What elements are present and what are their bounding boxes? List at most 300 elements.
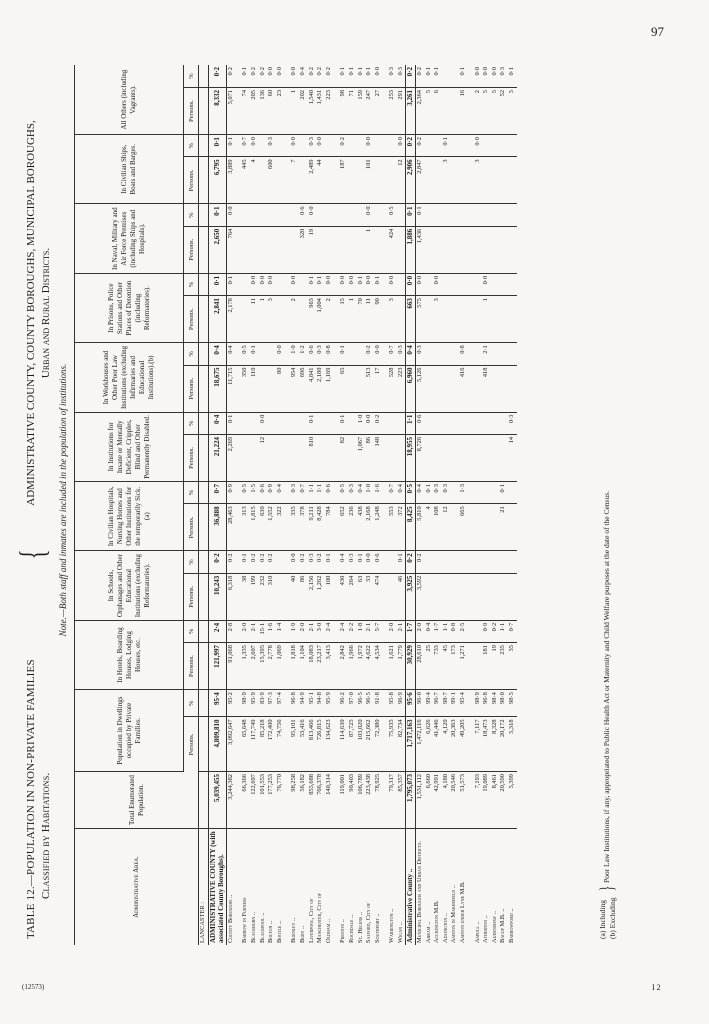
area-name: Salford, City of: [365, 902, 373, 943]
table-row: [397, 65, 406, 945]
table-cell: 1·5: [250, 482, 259, 504]
table-cell: 2·1: [250, 620, 259, 642]
table-cell: [241, 434, 250, 481]
table-cell: [482, 551, 491, 573]
table-cell: [199, 690, 209, 717]
table-cell: 0·4: [397, 482, 406, 504]
table-cell: 1·9: [290, 620, 299, 642]
table-cell: 0·3: [290, 482, 299, 504]
table-cell: 96·7: [433, 690, 442, 717]
table-cell: 136: [259, 87, 268, 134]
title-line-1: TABLE 12.—POPULATION IN NON-PRIVATE FAMILIES: [25, 659, 37, 939]
table-cell: [199, 482, 209, 504]
table-cell: 766,378: [316, 772, 325, 829]
table-cell: 27: [374, 87, 383, 134]
table-cell: 4,809,810: [208, 717, 226, 772]
footnotes: [597, 490, 618, 939]
table-cell: 5,399: [508, 772, 517, 829]
table-cell: 18,675: [208, 365, 226, 412]
table-row: [388, 65, 397, 945]
table-cell: [259, 365, 268, 412]
table-cell: [276, 135, 285, 157]
table-cell: [199, 412, 209, 434]
table-cell: 148: [374, 434, 383, 481]
note: Note.—Both staff and inmates are included in the population of institutions.: [58, 363, 68, 637]
table-cell: 110: [250, 365, 259, 412]
table-cell: 98,258: [290, 772, 299, 829]
table-cell: 0·1: [357, 273, 366, 295]
persons-subheader: Persons.: [184, 226, 199, 273]
area-name: Ashton under Lyne M.B.: [459, 881, 467, 943]
column-header: In Prisons, Police Stations and Other Places of Detention (including Reformatories).: [75, 273, 184, 342]
table-cell: 0·4: [406, 343, 416, 365]
table-cell: 0·0: [259, 273, 268, 295]
table-cell: 95·4: [208, 690, 226, 717]
table-cell: 97·0: [348, 690, 357, 717]
table-cell: 86: [299, 573, 308, 620]
table-cell: [450, 573, 459, 620]
table-cell: [388, 434, 397, 481]
table-row: [491, 65, 500, 945]
table-cell: 5,071: [226, 87, 235, 134]
table-cell: 1,815: [250, 504, 259, 551]
table-cell: [433, 226, 442, 273]
table-cell: 15: [339, 296, 348, 343]
table-cell: 418: [482, 365, 491, 412]
table-cell: 0·4: [339, 551, 348, 573]
area-name: Bury ..: [298, 925, 306, 943]
table-cell: [474, 482, 483, 504]
table-cell: 40: [290, 573, 299, 620]
table-cell: 98·7: [442, 690, 451, 717]
table-cell: 101,553: [259, 772, 268, 829]
table-cell: 0·2: [365, 343, 374, 365]
area-name: Bolton ..: [267, 920, 275, 943]
table-cell: 79,317: [388, 772, 397, 829]
table-cell: [450, 504, 459, 551]
table-cell: 70: [357, 296, 366, 343]
table-row: [226, 65, 235, 945]
table-cell: 553: [388, 504, 397, 551]
table-cell: 5,810: [416, 504, 425, 551]
table-cell: [241, 273, 250, 295]
table-cell: 0·5: [406, 482, 416, 504]
table-cell: 0·1: [357, 551, 366, 573]
table-cell: 1,717,163: [406, 717, 416, 772]
table-cell: [199, 620, 209, 642]
table-cell: [290, 412, 299, 434]
table-cell: [348, 135, 357, 157]
table-cell: 0·0: [433, 273, 442, 295]
table-cell: [425, 296, 434, 343]
table-cell: 80: [276, 365, 285, 412]
table-cell: 101: [365, 157, 374, 204]
percent-subheader: %: [184, 65, 199, 87]
table-cell: 159: [357, 87, 366, 134]
area-name: Oldham ..: [324, 918, 332, 943]
table-cell: 2,168: [365, 504, 374, 551]
table-cell: 236: [348, 504, 357, 551]
column-header: All Others (including Vagrants).: [75, 65, 184, 135]
table-cell: [397, 412, 406, 434]
table-cell: 49,205: [459, 717, 468, 772]
table-cell: [482, 412, 491, 434]
table-cell: [442, 65, 451, 87]
table-cell: [491, 365, 500, 412]
table-row: [316, 65, 325, 945]
table-cell: 0·2: [316, 65, 325, 87]
table-cell: 310: [267, 573, 276, 620]
table-cell: 60: [267, 87, 276, 134]
table-cell: [388, 412, 397, 434]
table-cell: [425, 365, 434, 412]
table-cell: 320: [299, 226, 308, 273]
table-cell: 528: [388, 365, 397, 412]
table-cell: [442, 296, 451, 343]
table-cell: 0·1: [339, 65, 348, 87]
table-cell: 0·5: [388, 204, 397, 226]
table-cell: [316, 434, 325, 481]
table-cell: 28,610: [416, 643, 425, 690]
table-cell: 103,020: [357, 717, 366, 772]
table-cell: [425, 551, 434, 573]
table-cell: 3,261: [406, 87, 416, 134]
table-title-right: [24, 93, 54, 533]
table-cell: [508, 135, 517, 157]
table-cell: 41,446: [433, 717, 442, 772]
table-cell: [491, 204, 500, 226]
table-cell: 14: [508, 434, 517, 481]
table-cell: 76,770: [276, 772, 285, 829]
title-brace: {: [12, 549, 52, 560]
table-cell: 0·1: [226, 273, 235, 295]
table-row: [482, 65, 491, 945]
table-cell: 0·0: [276, 65, 285, 87]
table-cell: 30,929: [406, 643, 416, 690]
table-cell: [316, 226, 325, 273]
table-cell: 117,749: [250, 717, 259, 772]
table-cell: [259, 343, 268, 365]
table-cell: 85,357: [397, 772, 406, 829]
percent-subheader: %: [184, 135, 199, 157]
table-cell: 232: [259, 573, 268, 620]
table-cell: 0·2: [416, 551, 425, 573]
table-cell: 2·0: [416, 620, 425, 642]
table-cell: 1,431: [316, 87, 325, 134]
table-row: [199, 65, 209, 945]
table-cell: [474, 226, 483, 273]
table-cell: [397, 296, 406, 343]
table-cell: [374, 226, 383, 273]
table-cell: 0·6: [325, 482, 334, 504]
table-cell: [450, 343, 459, 365]
table-cell: 2,489: [308, 157, 317, 204]
area-name: Wigan ..: [396, 922, 404, 943]
table-cell: 95·9: [250, 690, 259, 717]
table-cell: 0·1: [508, 65, 517, 87]
table-cell: 445: [241, 157, 250, 204]
table-cell: 3: [388, 296, 397, 343]
column-header: Population in Dwellings occupied by Private Families.: [75, 690, 184, 772]
table-cell: [241, 412, 250, 434]
table-cell: [499, 135, 508, 157]
table-cell: 0·4: [208, 412, 226, 434]
table-cell: [276, 157, 285, 204]
table-cell: 0·1: [241, 551, 250, 573]
table-cell: 3,413: [325, 643, 334, 690]
table-cell: 2·4: [339, 620, 348, 642]
table-cell: [276, 204, 285, 226]
table-cell: 0·0: [474, 135, 483, 157]
area-name: Burnley ..: [290, 917, 298, 943]
table-cell: 1,621: [388, 643, 397, 690]
table-cell: 98·9: [474, 690, 483, 717]
table-cell: 18,473: [482, 717, 491, 772]
table-cell: [459, 551, 468, 573]
table-cell: 98·0: [499, 690, 508, 717]
table-cell: 1·2: [299, 343, 308, 365]
table-cell: [316, 412, 325, 434]
table-cell: 2,607: [250, 643, 259, 690]
table-cell: [259, 135, 268, 157]
table-cell: 4,534: [374, 643, 383, 690]
table-cell: 0·4: [226, 343, 235, 365]
table-cell: 8,328: [491, 717, 500, 772]
table-cell: 96·9: [397, 690, 406, 717]
table-cell: 575: [416, 296, 425, 343]
table-cell: [508, 204, 517, 226]
table-cell: 15,395: [259, 643, 268, 690]
table-cell: [348, 412, 357, 434]
table-row: [339, 65, 348, 945]
table-cell: 8,461: [491, 772, 500, 829]
table-cell: 121,997: [208, 643, 226, 690]
table-cell: [508, 226, 517, 273]
table-cell: [450, 412, 459, 434]
table-cell: 0·1: [339, 343, 348, 365]
table-cell: [325, 412, 334, 434]
table-cell: 96·0: [416, 690, 425, 717]
table-cell: 0·2: [308, 65, 317, 87]
table-cell: 0·1: [425, 65, 434, 87]
table-cell: 94·8: [316, 690, 325, 717]
column-header: In Workhouses and Other Poor Law Institutions (excluding Infirmaries and Educational Institutions).(b): [75, 343, 184, 412]
table-cell: 3: [474, 157, 483, 204]
area-name: Rochdale ..: [347, 914, 355, 943]
table-cell: [325, 226, 334, 273]
table-cell: [491, 504, 500, 551]
area-name: Barrow in Furness: [241, 897, 249, 943]
table-cell: 0·2: [226, 551, 235, 573]
table-cell: 36,888: [208, 504, 226, 551]
table-cell: 2·1: [482, 343, 491, 365]
table-cell: [425, 343, 434, 365]
table-cell: [499, 273, 508, 295]
table-cell: 1,067: [357, 434, 366, 481]
table-cell: [482, 135, 491, 157]
table-cell: 0·2: [416, 65, 425, 87]
table-cell: [348, 226, 357, 273]
table-cell: [482, 204, 491, 226]
table-cell: [259, 226, 268, 273]
table-cell: [508, 296, 517, 343]
table-cell: 335: [290, 504, 299, 551]
area-name: Municipal Boroughs and Urban Districts.: [416, 841, 424, 943]
footnote-text: Poor Law Institutions, if any, appropriated to Public Health Act or Maternity and Child Welfare purposes at the date of the Census.: [602, 490, 611, 883]
table-cell: [276, 551, 285, 573]
percent-subheader: %: [184, 412, 199, 434]
table-cell: 97·4: [276, 690, 285, 717]
table-cell: 1,472,116: [416, 717, 425, 772]
table-cell: 172,400: [267, 717, 276, 772]
table-cell: [482, 226, 491, 273]
table-cell: 0·2: [325, 65, 334, 87]
table-cell: 2·1: [308, 620, 317, 642]
table-cell: 1,262: [316, 573, 325, 620]
table-cell: 0·0: [365, 135, 374, 157]
table-cell: 1,972: [357, 643, 366, 690]
table-cell: 96·5: [357, 690, 366, 717]
table-cell: 0·1: [226, 135, 235, 157]
table-cell: [459, 296, 468, 343]
table-cell: 1·6: [267, 620, 276, 642]
table-row: [276, 65, 285, 945]
table-cell: 0·3: [308, 551, 317, 573]
table-cell: 11: [365, 296, 374, 343]
table-cell: [199, 296, 209, 343]
table-cell: 4: [250, 157, 259, 204]
table-cell: [459, 412, 468, 434]
table-cell: 0·7: [241, 135, 250, 157]
table-cell: [374, 204, 383, 226]
table-cell: 95,101: [290, 717, 299, 772]
title-right-line-1: ADMINISTRATIVE COUNTY, COUNTY BOROUGHS, MUNICIPAL BOROUGHS,: [25, 120, 37, 506]
table-cell: [199, 87, 209, 134]
table-cell: 430: [339, 573, 348, 620]
table-cell: [508, 573, 517, 620]
table-cell: [433, 157, 442, 204]
table-cell: 96·2: [339, 690, 348, 717]
area-name: Bootle ..: [275, 920, 283, 943]
table-row: [433, 65, 442, 945]
table-cell: 18,955: [406, 434, 416, 481]
table-cell: [499, 296, 508, 343]
table-cell: 0·1: [348, 65, 357, 87]
table-cell: 28,463: [226, 504, 235, 551]
table-cell: 1: [259, 296, 268, 343]
area-name: County Boroughs ..: [226, 894, 234, 943]
table-cell: 0·2: [259, 65, 268, 87]
table-cell: 4,622: [365, 643, 374, 690]
table-cell: 20,590: [499, 772, 508, 829]
table-cell: [316, 204, 325, 226]
table-cell: [299, 412, 308, 434]
table-cell: 199: [250, 573, 259, 620]
table-cell: [508, 551, 517, 573]
title-right-line-2: Urban and Rural Districts.: [40, 247, 52, 379]
table-cell: [450, 65, 459, 87]
table-cell: [276, 273, 285, 295]
table-cell: 0·1: [357, 65, 366, 87]
table-cell: [499, 343, 508, 365]
table-cell: 15·1: [259, 620, 268, 642]
table-cell: [425, 412, 434, 434]
table-cell: [482, 434, 491, 481]
table-cell: 0·6: [374, 551, 383, 573]
table-cell: 91,068: [226, 643, 235, 690]
table-cell: 0·5: [241, 343, 250, 365]
table-cell: 56,182: [299, 772, 308, 829]
table-cell: 1,540: [308, 87, 317, 134]
table-cell: 0·0: [250, 273, 259, 295]
table-cell: 0·3: [348, 482, 357, 504]
table-cell: 2: [325, 296, 334, 343]
table-cell: 2,178: [226, 296, 235, 343]
persons-subheader: Persons.: [184, 573, 199, 620]
table-row: [250, 65, 259, 945]
table-cell: [433, 135, 442, 157]
table-cell: [474, 434, 483, 481]
area-name: Blackpool ..: [258, 912, 266, 943]
table-cell: 0·7: [508, 620, 517, 642]
table-cell: [397, 226, 406, 273]
table-cell: 1·7: [433, 620, 442, 642]
table-cell: 1·6: [374, 482, 383, 504]
table-cell: 0·0: [308, 204, 317, 226]
table-cell: 96·8: [482, 690, 491, 717]
table-cell: 2·8: [226, 620, 235, 642]
table-cell: 2,364: [416, 87, 425, 134]
table-cell: 0·1: [433, 65, 442, 87]
table-cell: [348, 343, 357, 365]
table-cell: 94·9: [299, 690, 308, 717]
table-cell: 0·0: [290, 551, 299, 573]
table-cell: 4: [425, 504, 434, 551]
table-cell: 0·2: [267, 551, 276, 573]
table-cell: 6,660: [425, 772, 434, 829]
table-cell: 0·1: [241, 65, 250, 87]
table-cell: [491, 343, 500, 365]
table-cell: 0·8: [325, 343, 334, 365]
table-cell: 1,104: [299, 643, 308, 690]
table-cell: 5: [482, 87, 491, 134]
table-cell: 2·0: [388, 620, 397, 642]
table-cell: 733: [433, 643, 442, 690]
table-cell: 372: [397, 504, 406, 551]
table-cell: 3,244,382: [226, 772, 235, 829]
table-cell: 173: [450, 643, 459, 690]
table-cell: 0·3: [499, 65, 508, 87]
table-cell: 99·1: [450, 690, 459, 717]
table-row: [241, 65, 250, 945]
table-cell: 11: [250, 296, 259, 343]
table-cell: 1,271: [459, 643, 468, 690]
table-cell: [290, 204, 299, 226]
table-cell: 0·2: [250, 65, 259, 87]
area-name: Adlington ..: [441, 913, 449, 943]
table-cell: [450, 551, 459, 573]
table-cell: [357, 226, 366, 273]
table-cell: 0·0: [290, 135, 299, 157]
table-cell: 0·2: [491, 620, 500, 642]
table-cell: [325, 157, 334, 204]
table-cell: 23: [276, 87, 285, 134]
table-row: [374, 65, 383, 945]
table-cell: 0·0: [226, 204, 235, 226]
table-cell: 51,573: [459, 772, 468, 829]
table-cell: 45: [442, 643, 451, 690]
table-cell: [491, 551, 500, 573]
